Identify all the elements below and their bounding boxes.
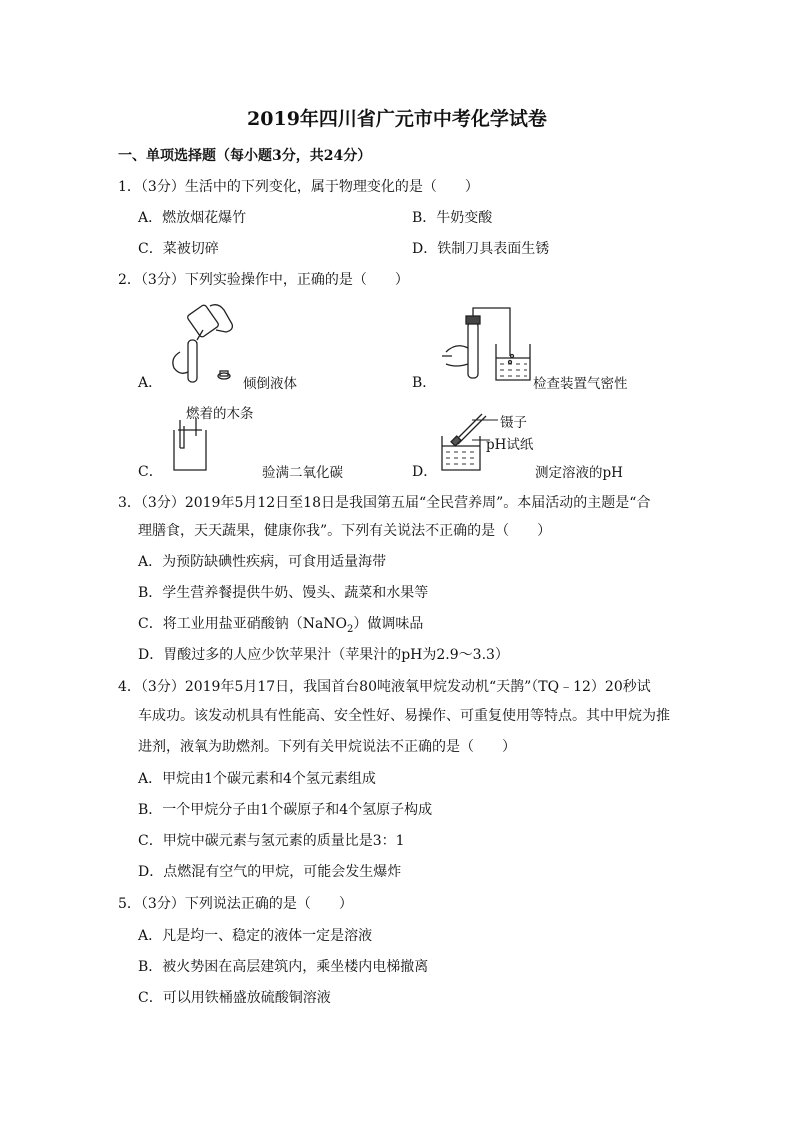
q5-option-a: A．凡是均一、稳定的液体一定是溶液 xyxy=(138,928,373,944)
q3-stem-line2: 理膳食，天天蔬果，健康你我”。下列有关说法不正确的是（ ） xyxy=(138,523,552,539)
q1-option-c: C．菜被切碎 xyxy=(138,241,219,257)
q5-option-b: B．被火势困在高层建筑内，乘坐楼内电梯撤离 xyxy=(138,959,429,975)
q5-stem: 5．（3分）下列说法正确的是（ ） xyxy=(118,896,353,912)
q4-option-c: C．甲烷中碳元素与氢元素的质量比是3：1 xyxy=(138,833,405,849)
q4-stem-line1: 4．（3分）2019年5月17日，我国首台80吨液氧甲烷发动机“天鹊”（TQ﹣12）20秒试 xyxy=(118,679,651,695)
q4-option-d: D．点燃混有空气的甲烷，可能会发生爆炸 xyxy=(138,864,402,880)
q2-option-c-caption: 验满二氧化碳 xyxy=(262,465,343,481)
q2-d-tweezers-label: 镊子 xyxy=(500,415,527,431)
q3-option-c-subscript: 2 xyxy=(347,623,354,635)
q4-option-b: B．一个甲烷分子由1个碳原子和4个氢原子构成 xyxy=(138,802,433,818)
q2-option-c-letter: C． xyxy=(138,464,163,480)
q1-stem: 1．（3分）生活中的下列变化，属于物理变化的是（ ） xyxy=(118,179,479,195)
figure-c-co2-test xyxy=(168,418,212,474)
q2-d-ph-paper-label: pH试纸 xyxy=(486,437,534,453)
q2-option-a-caption: 倾倒液体 xyxy=(243,376,297,392)
q5-option-c: C．可以用铁桶盛放硫酸铜溶液 xyxy=(138,990,331,1006)
q3-option-c xyxy=(138,613,423,635)
q3-stem-line1: 3．（3分）2019年5月12日至18日是我国第五届“全民营养周”。本届活动的主题是“合 xyxy=(118,495,651,511)
q1-option-d: D．铁制刀具表面生锈 xyxy=(412,241,550,257)
q1-option-b: B．牛奶变酸 xyxy=(412,210,493,226)
q3-option-c-text-end: ）做调味品 xyxy=(353,616,424,632)
q2-option-b-letter: B． xyxy=(412,375,437,391)
q2-stem: 2．（3分）下列实验操作中，正确的是（ ） xyxy=(118,272,409,288)
q4-stem-line2: 车成功。该发动机具有性能高、安全性好、易操作、可重复使用等特点。其中甲烷为推 xyxy=(138,708,670,724)
page-title: 2019年四川省广元市中考化学试卷 xyxy=(247,108,547,130)
q1-option-a: A．燃放烟花爆竹 xyxy=(138,210,247,226)
q3-option-d: D．胃酸过多的人应少饮苹果汁（苹果汁的pH为2.9～3.3） xyxy=(138,647,509,663)
q3-option-a: A．为预防缺碘性疾病，可食用适量海带 xyxy=(138,554,387,570)
figure-b-airtightness xyxy=(438,306,538,388)
q2-option-d-letter: D． xyxy=(412,464,438,480)
q2-option-b-caption: 检查装置气密性 xyxy=(533,376,628,392)
q3-option-b: B．学生营养餐提供牛奶、馒头、蔬菜和水果等 xyxy=(138,585,429,601)
section-heading: 一、单项选择题（每小题3分，共24分） xyxy=(118,148,372,164)
q2-option-d-caption: 测定溶液的pH xyxy=(535,465,623,481)
q2-c-burning-stick-label: 燃着的木条 xyxy=(186,406,254,422)
q4-stem-line3: 进剂，液氧为助燃剂。下列有关甲烷说法不正确的是（ ） xyxy=(138,739,516,755)
q4-option-a: A．甲烷由1个碳元素和4个氢元素组成 xyxy=(138,771,376,787)
q3-option-c-text: C．将工业用盐亚硝酸钠（NaNO xyxy=(138,616,348,632)
q2-option-a-letter: A． xyxy=(138,375,163,391)
figure-a-pouring-liquid xyxy=(160,300,240,386)
